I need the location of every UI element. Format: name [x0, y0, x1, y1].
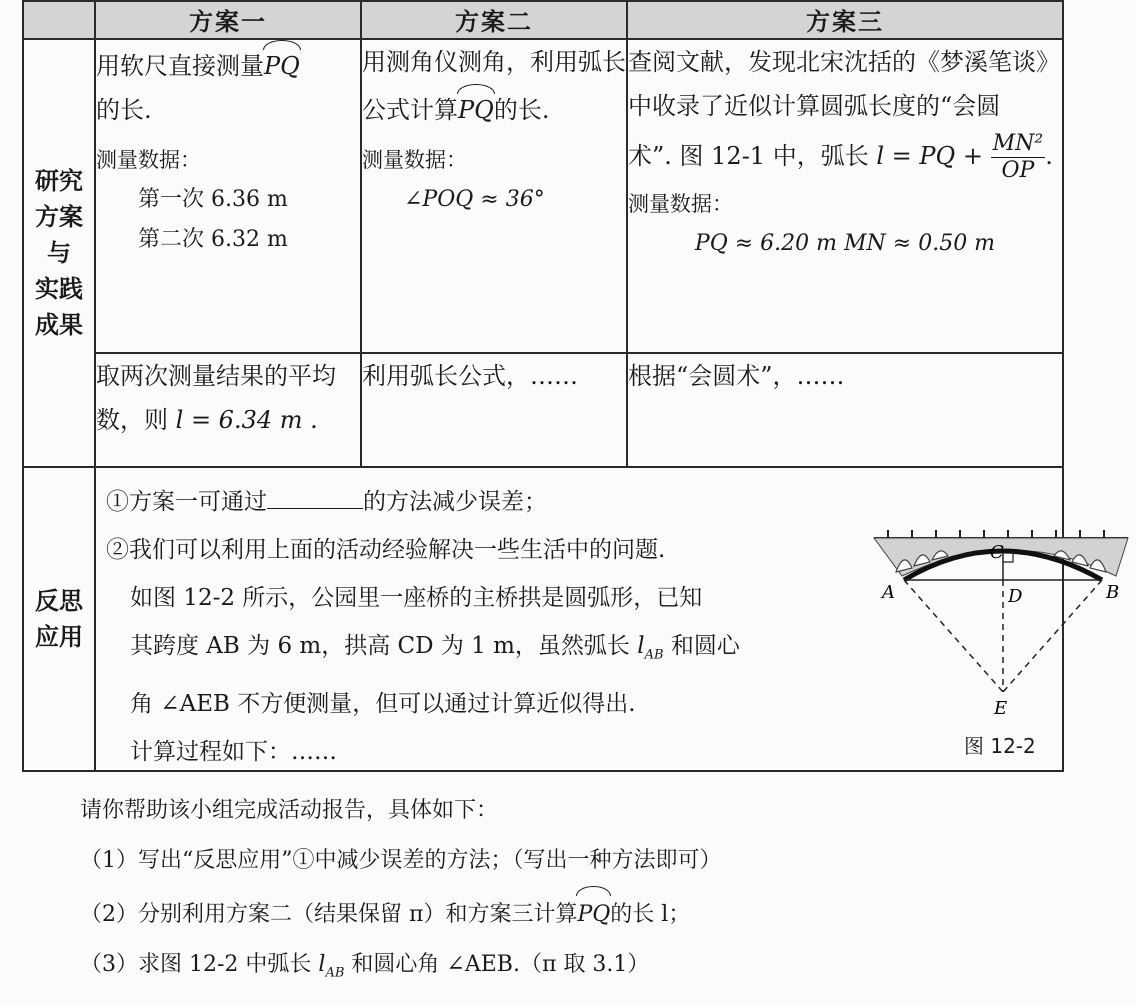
- header-plan-2: 方案二: [361, 1, 627, 39]
- plan-2-data-title: 测量数据：: [362, 148, 467, 172]
- arc-length-subscript: AB: [325, 965, 345, 981]
- plan-1-desc-pre: 用软尺直接测量: [96, 52, 264, 80]
- question-2: [80, 886, 1060, 940]
- answer-blank[interactable]: [267, 484, 363, 509]
- fraction-denominator: OP: [1001, 158, 1035, 183]
- plan-1-data-line: 第一次 6.36 m: [138, 187, 288, 212]
- arc-pq: PQ: [264, 40, 300, 88]
- label-b: B: [1106, 582, 1120, 603]
- arc-length-symbol: l: [318, 952, 326, 977]
- reflect-item-1-post: 的方法减少误差；: [363, 489, 547, 515]
- label-e: E: [994, 698, 1008, 719]
- header-blank: [23, 1, 95, 39]
- reflect-para: 如图 12-2 所示，公园里一座桥的主桥拱是圆弧形，已知: [130, 585, 703, 611]
- plan-3-data-line: PQ ≈ 6.20 m MN ≈ 0.50 m: [694, 231, 996, 256]
- plan-3-result: [627, 353, 1063, 467]
- plan-1-result-math: l = 6.34 m .: [175, 406, 318, 434]
- header-plan-3: 方案三: [627, 1, 1063, 39]
- reflect-para: 角 ∠AEB 不方便测量，但可以通过计算近似得出.: [130, 690, 636, 717]
- reflect-row: [23, 467, 1063, 771]
- arc-length-subscript: AB: [644, 647, 664, 663]
- plan-1-result: [95, 353, 361, 467]
- plan-1-method: [95, 39, 361, 353]
- reflect-para: 其跨度 AB 为 6 m，拱高 CD 为 1 m，虽然弧长: [130, 633, 630, 659]
- plan-2-result-text: 利用弧长公式，……: [362, 362, 578, 390]
- table-header-row: [23, 1, 1063, 39]
- row-label-char: 成果: [35, 311, 83, 339]
- bridge-figure: [866, 514, 1136, 764]
- figure-caption: 图 12-2: [964, 734, 1036, 758]
- formula-end: .: [1045, 142, 1053, 170]
- question-3-pre: （3）求图 12-2 中弧长: [80, 952, 312, 977]
- reflect-item-1-pre: ①方案一可通过: [106, 489, 267, 515]
- fraction-numerator: MN²: [992, 131, 1044, 156]
- questions-intro: 请你帮助该小组完成活动报告，具体如下：: [80, 798, 499, 823]
- row-label-char: 方案: [35, 203, 83, 231]
- question-3: [80, 940, 1060, 998]
- plan-1-data-title: 测量数据：: [96, 148, 201, 172]
- row-label-char: 反思: [35, 587, 83, 615]
- plan-2-desc-post: 的长.: [493, 96, 550, 124]
- label-a: A: [882, 582, 895, 603]
- research-row: [23, 39, 1063, 353]
- row-label-char: 与: [47, 239, 71, 267]
- reflect-para: 计算过程如下：……: [130, 738, 337, 765]
- arc-length-symbol: l: [637, 633, 645, 659]
- plan-2-desc-pre: 用测角仪测角，利用弧长公式计算: [362, 48, 626, 124]
- reflect-content: [95, 467, 1120, 771]
- plan-3-desc-line: 查阅文献，发现北宋沈括的《梦溪笔谈》: [628, 48, 1060, 76]
- row-label-research: [23, 39, 95, 467]
- radius-ae: [904, 580, 1003, 692]
- plan-1-desc-post: 的长.: [96, 96, 152, 124]
- reflect-item-2: ②我们可以利用上面的活动经验解决一些生活中的问题.: [106, 537, 666, 563]
- plan-3-method: [627, 39, 1063, 353]
- reflect-para: 和圆心: [670, 633, 740, 659]
- row-label-char: 应用: [35, 623, 83, 651]
- plan-2-result: [361, 353, 627, 467]
- arc-pq: PQ: [577, 886, 610, 940]
- row-label-char: 实践: [35, 275, 83, 303]
- question-2-post: 的长 l；: [610, 902, 691, 927]
- result-row: [23, 353, 1063, 467]
- label-d: D: [1008, 586, 1023, 607]
- formula-lhs: l = PQ +: [876, 142, 983, 170]
- plan-2-data-line: ∠POQ ≈ 36°: [404, 187, 545, 212]
- plan-3-desc-line: 中收录了近似计算圆弧长度的“会圆: [628, 92, 1001, 120]
- question-1: （1）写出“反思应用”①中减少误差的方法；（写出一种方法即可）: [80, 848, 722, 873]
- bridge-diagram: [866, 514, 1136, 764]
- formula-fraction: [991, 131, 1046, 184]
- header-plan-1: 方案一: [95, 1, 361, 39]
- deck-posts: [888, 530, 1104, 538]
- label-c: C: [990, 542, 1004, 563]
- row-label-reflect: [23, 467, 95, 771]
- question-2-pre: （2）分别利用方案二（结果保留 π）和方案三计算: [80, 902, 578, 927]
- plan-1-result-text: 取两次测量结果的平均数，则: [96, 362, 336, 434]
- arc-pq: PQ: [458, 84, 494, 132]
- row-label-char: 研究: [35, 167, 83, 195]
- questions-block: [80, 786, 1060, 998]
- plan-3-data-title: 测量数据：: [628, 192, 733, 216]
- plan-2-method: [361, 39, 627, 353]
- plan-3-result-text: 根据“会圆术”，……: [628, 362, 845, 390]
- plan-3-desc-line: 术”. 图 12-1 中，弧长: [628, 142, 869, 170]
- activity-report-table: [22, 0, 1120, 772]
- plan-1-data-line: 第二次 6.32 m: [138, 227, 288, 252]
- question-3-post: 和圆心角 ∠AEB.（π 取 3.1）: [351, 952, 650, 977]
